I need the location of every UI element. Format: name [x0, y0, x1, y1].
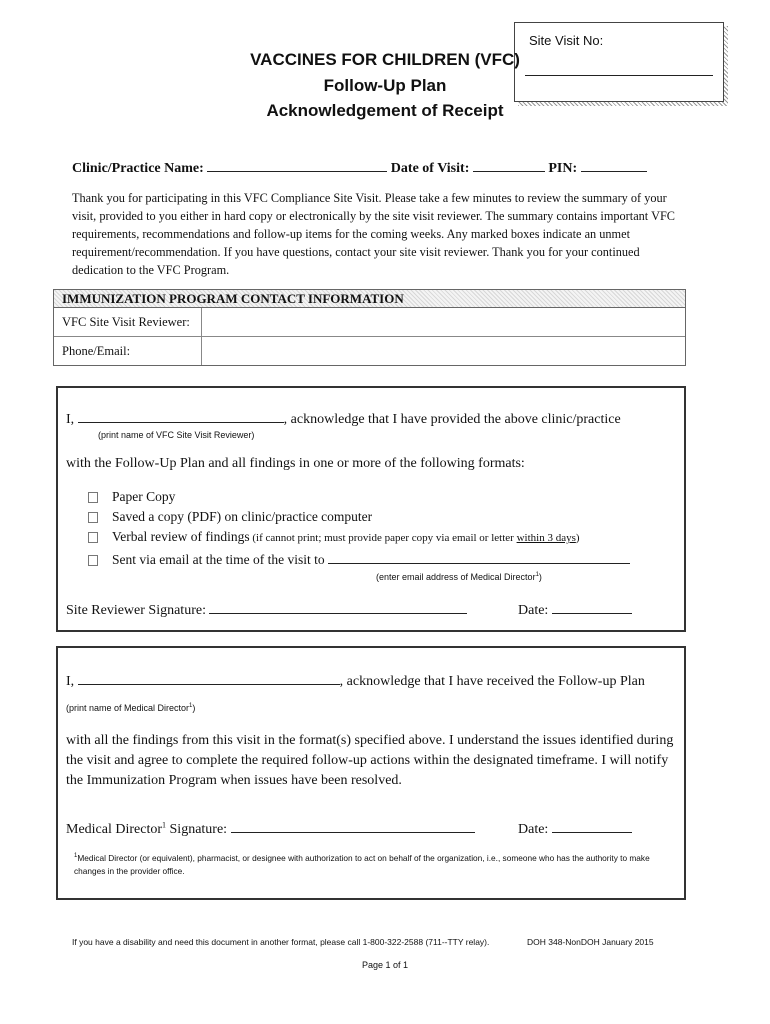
verbal-review-checkbox[interactable] [88, 532, 98, 543]
document-title: VACCINES FOR CHILDREN (VFC) [250, 50, 520, 69]
option-email: Sent via email at the time of the visit to [88, 549, 630, 568]
page-number: Page 1 of 1 [361, 960, 409, 970]
director-email-field[interactable] [328, 549, 630, 564]
director-signature-field[interactable] [231, 818, 475, 833]
option-paper-copy: Paper Copy [88, 489, 175, 505]
director-date-field[interactable] [552, 818, 632, 833]
director-ack-line: I, , acknowledge that I have received the Follow-up Plan [66, 670, 645, 690]
reviewer-date-field[interactable] [552, 599, 632, 614]
reviewer-signature-label: Site Reviewer Signature: [66, 603, 206, 618]
saved-pdf-checkbox[interactable] [88, 512, 98, 523]
paper-copy-checkbox[interactable] [88, 492, 98, 503]
clinic-name-label: Clinic/Practice Name [72, 161, 200, 176]
director-name-field[interactable] [78, 670, 340, 685]
contact-info-table [53, 289, 686, 366]
disability-notice: If you have a disability and need this document in another format, please call 1-800-322-2588 (711--TTY relay). [72, 937, 490, 947]
reviewer-name-hint: (print name of VFC Site Visit Reviewer) [98, 430, 255, 440]
reviewer-signature-field[interactable] [209, 599, 467, 614]
reviewer-signature-line [66, 599, 467, 619]
table-row [54, 336, 685, 365]
option-saved-pdf: Saved a copy (PDF) on clinic/practice computer [88, 509, 372, 525]
document-subtitle: Follow-Up Plan [323, 76, 447, 95]
email-hint: (enter email address of Medical Director$^1$) [376, 572, 542, 582]
formats-intro: with the Follow-Up Plan and all findings in one or more of the following formats: [66, 456, 525, 471]
pin-label: PIN [548, 161, 573, 176]
director-signature-line: Medical Director$^1$ Signature: [66, 818, 475, 838]
clinic-info-line: Clinic/Practice Name: Date of Visit: PIN: [72, 157, 647, 177]
date-of-visit-field[interactable] [473, 157, 545, 172]
director-footnote: $^1$Medical Director (or equivalent), pharmacist, or designee with authorization to act on behalf of the organization, i.e., someone who has the authority to make changes in the provider office. [74, 852, 650, 876]
clinic-name-field[interactable] [207, 157, 387, 172]
director-date-line: Date: [518, 818, 632, 838]
reviewer-label: VFC Site Visit Reviewer: [54, 308, 202, 336]
reviewer-acknowledgement-box [56, 386, 686, 632]
date-of-visit-label: Date of Visit [390, 161, 465, 176]
document-subtitle-2: Acknowledgement of Receipt [266, 101, 504, 120]
option-verbal-review: Verbal review of findings (if cannot print; must provide paper copy via email or letter within 3 days) [88, 529, 580, 545]
reviewer-ack-line: I, , acknowledge that I have provided the above clinic/practice [66, 408, 621, 428]
director-name-hint: (print name of Medical Director$^1$) [66, 703, 196, 713]
contact-info-heading: IMMUNIZATION PROGRAM CONTACT INFORMATION [54, 290, 685, 308]
document-id: DOH 348-NonDOH January 2015 [527, 937, 654, 947]
phone-email-label: Phone/Email: [54, 337, 202, 365]
director-body-text: with all the findings from this visit in the format(s) specified above. I understand the issues identified during the visit and agree to complete the required follow-up actions within the designated timeframe. I will notify the Immunization Program when issues have been resolved. [66, 733, 674, 788]
table-row [54, 308, 685, 336]
reviewer-name-field[interactable] [78, 408, 284, 423]
email-checkbox[interactable] [88, 555, 98, 566]
intro-paragraph: Thank you for participating in this VFC Compliance Site Visit. Please take a few minutes to review the summary of your visit, provided to you either in hard copy or electronically by the site visit reviewer. The summary contains important VFC requirements, recommendations and follow-up items for the coming weeks. Any marked boxes indicate an unmet requirement/recommendation. If you have questions, contact your site visit reviewer. Thank you for your continued dedication to the VFC Program. [72, 191, 675, 277]
reviewer-date-line: Date: [518, 599, 632, 619]
pin-field[interactable] [581, 157, 647, 172]
site-visit-label: Site Visit No: [529, 33, 604, 48]
director-acknowledgement-box [56, 646, 686, 900]
